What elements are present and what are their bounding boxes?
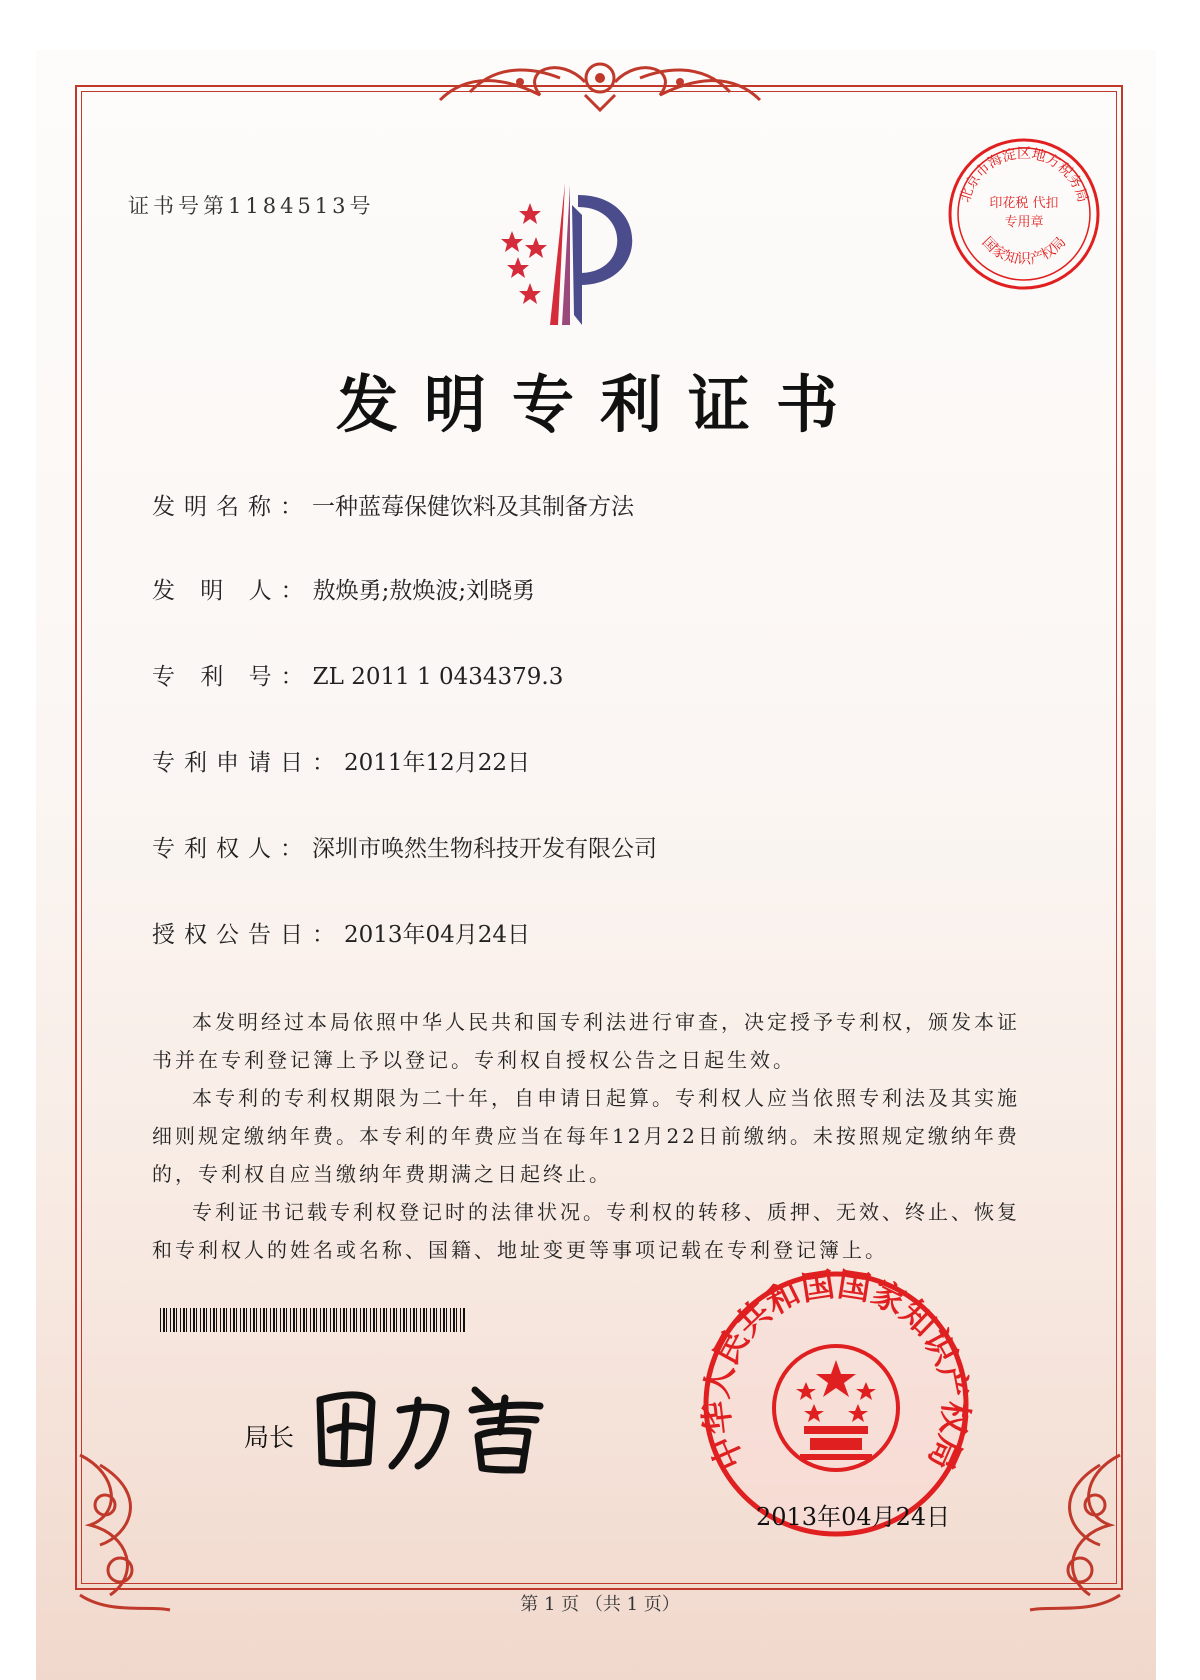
tax-stamp-inner-text: 印花税 代扣专用章	[989, 196, 1059, 230]
director-label: 局长	[244, 1423, 295, 1452]
body-paragraph: 本发明经过本局依照中华人民共和国专利法进行审查，决定授予专利权，颁发本证书并在专利登记簿上予以登记。专利权自授权公告之日起生效。	[152, 1010, 1020, 1072]
page-indicator: 第 1 页 （共 1 页）	[520, 1594, 680, 1615]
patent-office-logo-icon	[500, 175, 700, 335]
field-label: 发 明 人：	[152, 578, 313, 604]
field-patentee	[152, 830, 657, 863]
field-patent-number	[152, 658, 563, 691]
field-application-date	[152, 744, 530, 777]
top-ornament-icon	[0, 0, 1200, 120]
body-paragraph: 专利证书记载专利权登记时的法律状况。专利权的转移、质押、无效、终止、恢复和专利权人的姓名或名称、国籍、地址变更等事项记载在专利登记簿上。	[152, 1200, 1020, 1262]
field-label: 专利权人：	[152, 836, 312, 862]
field-label: 专利申请日：	[152, 750, 344, 776]
certificate-number: 证书号第1184513号	[128, 194, 375, 218]
field-value: 2013年04月24日	[344, 922, 531, 948]
field-value: 一种蓝莓保健饮料及其制备方法	[312, 494, 634, 520]
field-label: 专 利 号：	[152, 664, 313, 690]
field-grant-date	[152, 916, 530, 949]
certificate-body	[152, 1003, 1042, 1269]
field-invention-name	[152, 488, 634, 521]
tax-stamp-outer-text: 北京市海淀区地方税务局	[957, 146, 1091, 205]
field-label: 授权公告日：	[152, 922, 344, 948]
certificate-title: 发明专利证书	[335, 368, 864, 441]
barcode	[160, 1308, 465, 1332]
field-value: 2011年12月22日	[344, 750, 531, 776]
seal-date: 2013年04月24日	[756, 1503, 951, 1531]
director-signature-icon	[300, 1370, 560, 1480]
svg-text:国家知识产权局	[979, 234, 1070, 267]
office-seal-text: 中华人民共和国国家知识产权局	[696, 1264, 976, 1476]
field-value: 深圳市唤然生物科技开发有限公司	[312, 836, 657, 862]
field-label: 发明名称：	[152, 494, 312, 520]
field-value: ZL 2011 1 0434379.3	[312, 664, 564, 690]
tax-stamp	[946, 136, 1102, 292]
body-paragraph: 本专利的专利权期限为二十年，自申请日起算。专利权人应当依照专利法及其实施细则规定缴纳年费。本专利的年费应当在每年12月22日前缴纳。未按照规定缴纳年费的，专利权自应当缴纳年费期满之日起终止。	[152, 1086, 1020, 1186]
tax-stamp-bottom-text: 国家知识产权局	[978, 234, 1070, 268]
field-value: 敖焕勇;敖焕波;刘晓勇	[312, 578, 536, 604]
field-inventors	[152, 572, 535, 605]
